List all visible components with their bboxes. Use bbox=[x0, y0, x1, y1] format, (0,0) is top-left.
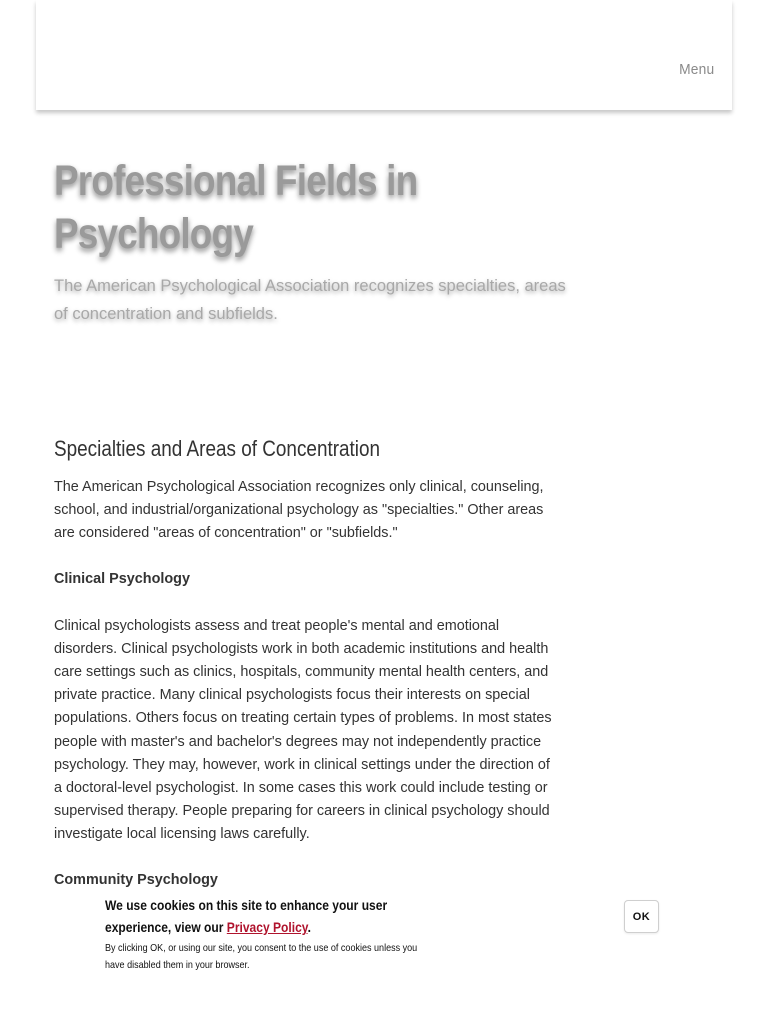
cookie-consent-text: By clicking OK, or using our site, you consent to the use of cookies unless you have disabled them in your browser. bbox=[105, 942, 418, 971]
site-header bbox=[36, 0, 732, 110]
cookie-message-prefix: We use cookies on this site to enhance your user experience, view our bbox=[105, 897, 388, 935]
privacy-policy-link[interactable]: Privacy Policy bbox=[226, 919, 308, 935]
community-heading: Community Psychology bbox=[54, 871, 218, 888]
page-title: Professional Fields in Psychology bbox=[54, 157, 418, 258]
page-subtitle: The American Psychological Association recognizes specialties, areas of concentration and subfields. bbox=[54, 277, 566, 323]
clinical-paragraph: Clinical psychologists assess and treat people's mental and emotional disorders. Clinical psychologists work in both academic institutions and health care settings such as clinics, hospitals, community mental health centers, and private practice. Many clinical psychologists focus their interests on special populations. Others focus on treating certain types of problems. In most states people with master's and bachelor's degrees may not independently practice psychology. They may, however, work in clinical settings under the direction of a doctoral-level psychologist. In some cases this work could include testing or supervised therapy. People preparing for careers in clinical psychology should investigate local licensing laws carefully. bbox=[54, 617, 552, 843]
intro-paragraph: The American Psychological Association recognizes only clinical, counseling, school, and industrial/organizational psychology as "specialties." Other areas are considered "areas of concentration" or "subfields." bbox=[54, 479, 544, 542]
cookie-message bbox=[105, 894, 415, 938]
cookie-banner bbox=[0, 888, 768, 1024]
cookie-ok-button[interactable]: OK bbox=[624, 900, 659, 933]
cookie-message-suffix: . bbox=[307, 919, 311, 935]
menu-button[interactable]: Menu bbox=[678, 61, 714, 78]
main-content bbox=[54, 436, 554, 892]
section-heading: Specialties and Areas of Concentration bbox=[54, 436, 381, 461]
clinical-heading: Clinical Psychology bbox=[54, 570, 190, 587]
